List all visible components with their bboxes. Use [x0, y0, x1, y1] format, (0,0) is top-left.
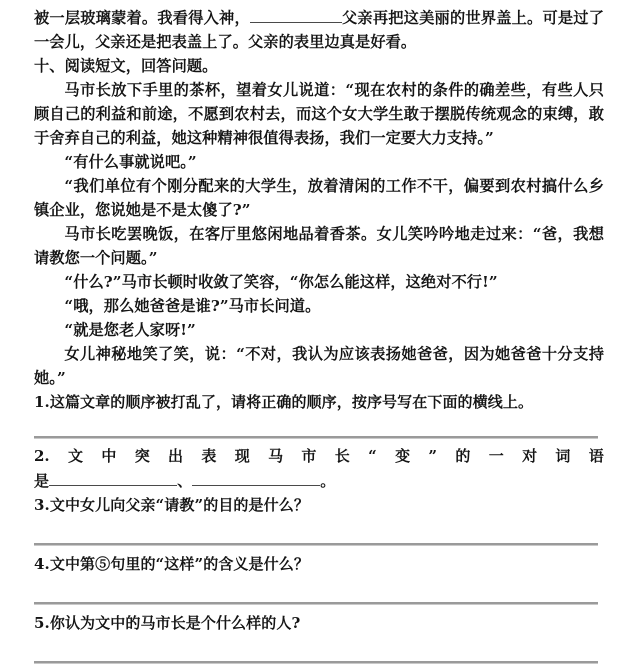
passage-paragraph-4: 马市长吃罢晚饭，在客厅里悠闲地品着香茶。女儿笑吟吟地走过来：“爸，我想请教您一个问题。”: [34, 225, 604, 267]
question-2-line-2: [34, 469, 604, 493]
q2-char-12: ”: [428, 447, 438, 465]
q2-prefix: 是: [34, 472, 50, 490]
q2-char-13: 的: [455, 447, 471, 465]
passage-paragraph-2: “有什么事就说吧。”: [64, 153, 197, 171]
q2-char-14: 一: [488, 447, 504, 465]
q2-terminator: 。: [320, 472, 336, 490]
q2-char-11: 变: [395, 447, 411, 465]
q2-char-6: 现: [234, 447, 250, 465]
q2-char-8: 市: [301, 447, 317, 465]
passage-paragraph-8: 女儿神秘地笑了笑，说：“不对，我认为应该表扬她爸爸，因为她爸爸十分支持她。”: [34, 345, 604, 387]
question-1: 1.这篇文章的顺序被打乱了，请将正确的顺序，按序号写在下面的横线上。: [34, 393, 534, 411]
answer-space-4: [34, 576, 604, 602]
opening-paragraph: [34, 6, 604, 54]
fill-in-blank-q2-a[interactable]: [49, 469, 177, 486]
passage-paragraph-5: “什么?”马市长顿时收敛了笑容，“你怎么能这样，这绝对不行!”: [64, 273, 498, 291]
passage-paragraph-7: “就是您老人家呀!”: [64, 321, 196, 339]
opening-text-before-blank: 被一层玻璃蒙着。我看得入神，: [34, 9, 250, 27]
q2-char-5: 表: [201, 447, 217, 465]
q2-char-7: 马: [268, 447, 284, 465]
answer-space-1: [34, 414, 604, 436]
q2-char-2: 中: [101, 447, 117, 465]
passage-paragraph-1: 马市长放下手里的茶杯，望着女儿说道：“现在农村的条件的确差些，有些人只顾自己的利益和前途，不愿到农村去，而这个女大学生敢于摆脱传统观念的束缚，敢于舍弃自己的利益，她这种精神很值得表扬，我们一定要大力支持。”: [34, 81, 604, 147]
q2-char-9: 长: [334, 447, 350, 465]
q2-char-3: 突: [134, 447, 150, 465]
q2-char-0: 2.: [34, 447, 50, 465]
q2-char-10: “: [368, 447, 377, 465]
fill-in-blank-q2-b[interactable]: [192, 469, 320, 486]
question-2-line-1: [34, 443, 604, 469]
section-heading: 十、阅读短文，回答问题。: [34, 57, 218, 75]
question-4: 4.文中第⑤句里的“这样”的含义是什么？: [34, 555, 309, 573]
fill-in-blank-opening[interactable]: [250, 7, 342, 23]
q2-char-15: 对: [522, 447, 538, 465]
q2-separator: 、: [177, 472, 193, 490]
passage-paragraph-6: “哦，那么她爸爸是谁?”马市长问道。: [64, 297, 321, 315]
question-3: 3.文中女儿向父亲“请教”的目的是什么？: [34, 496, 309, 514]
q2-char-17: 语: [588, 447, 604, 465]
q2-char-16: 词: [555, 447, 571, 465]
q2-char-4: 出: [168, 447, 184, 465]
q2-char-1: 文: [68, 447, 84, 465]
question-5: 5.你认为文中的马市长是个什么样的人?: [34, 614, 301, 632]
answer-space-5: [34, 635, 604, 661]
answer-space-3: [34, 517, 604, 543]
passage-paragraph-3: “我们单位有个刚分配来的大学生，放着清闲的工作不干，偏要到农村搞什么乡镇企业，您说她是不是太傻了?”: [34, 177, 604, 219]
opening-text-after-blank: 父亲再把这美丽的世界盖上。可是过了一会儿，父亲还是把表盖上了。父亲的表里边真是好看。: [34, 9, 604, 51]
